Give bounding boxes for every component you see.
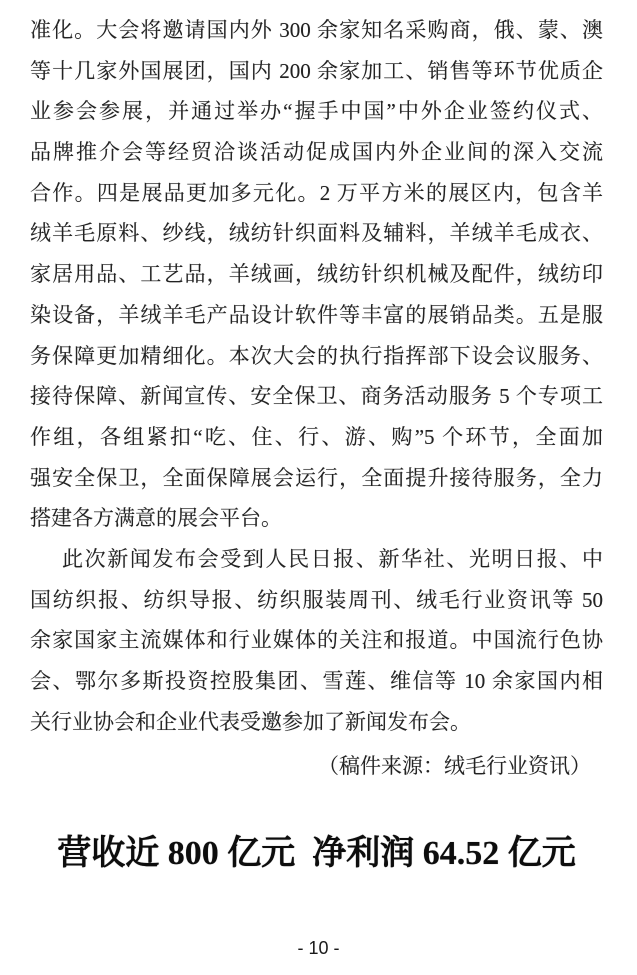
page-number: - 10 - bbox=[297, 938, 340, 958]
body-line: 家居用品、工艺品，羊绒画，绒纺针织机械及配件，绒纺印 bbox=[30, 262, 603, 287]
body-line: 等十几家外国展团，国内 200 余家加工、销售等环节优质企 bbox=[30, 58, 603, 83]
body-line: 国纺织报、纺织导报、纺织服装周刊、绒毛行业资讯等 50 bbox=[30, 587, 603, 612]
body-line-paragraph-start: 此次新闻发布会受到人民日报、新华社、光明日报、中 bbox=[62, 546, 603, 571]
section-heading: 营收近 800 亿元 净利润 64.52 亿元 bbox=[57, 835, 576, 873]
body-line: 品牌推介会等经贸洽谈活动促成国内外企业间的深入交流 bbox=[30, 140, 603, 165]
body-line: 会、鄂尔多斯投资控股集团、雪莲、维信等 10 余家国内相 bbox=[30, 669, 603, 693]
source-attribution: （稿件来源：绒毛行业资讯） bbox=[318, 754, 591, 779]
body-line: 合作。四是展品更加多元化。2 万平方米的展区内，包含羊 bbox=[30, 180, 603, 205]
body-line: 绒羊毛原料、纱线，绒纺针织面料及辅料，羊绒羊毛成衣、 bbox=[30, 221, 603, 246]
body-line: 准化。大会将邀请国内外 300 余家知名采购商，俄、蒙、澳 bbox=[30, 18, 603, 42]
body-line-paragraph-end: 搭建各方满意的展会平台。 bbox=[30, 506, 282, 531]
body-line: 作组，各组紧扣“吃、住、行、游、购”5 个环节，全面加 bbox=[30, 424, 603, 449]
body-line: 染设备，羊绒羊毛产品设计软件等丰富的展销品类。五是服 bbox=[30, 302, 603, 327]
body-line: 余家国家主流媒体和行业媒体的关注和报道。中国流行色协 bbox=[30, 628, 603, 653]
body-line: 强安全保卫，全面保障展会运行，全面提升接待服务，全力 bbox=[30, 465, 603, 490]
body-line: 接待保障、新闻宣传、安全保卫、商务活动服务 5 个专项工 bbox=[30, 384, 603, 409]
body-line-paragraph-end: 关行业协会和企业代表受邀参加了新闻发布会。 bbox=[30, 709, 471, 734]
body-line: 务保障更加精细化。本次大会的执行指挥部下设会议服务、 bbox=[30, 343, 603, 368]
body-line: 业参会参展，并通过举办“握手中国”中外企业签约仪式、 bbox=[30, 99, 603, 124]
document-body bbox=[30, 10, 603, 742]
